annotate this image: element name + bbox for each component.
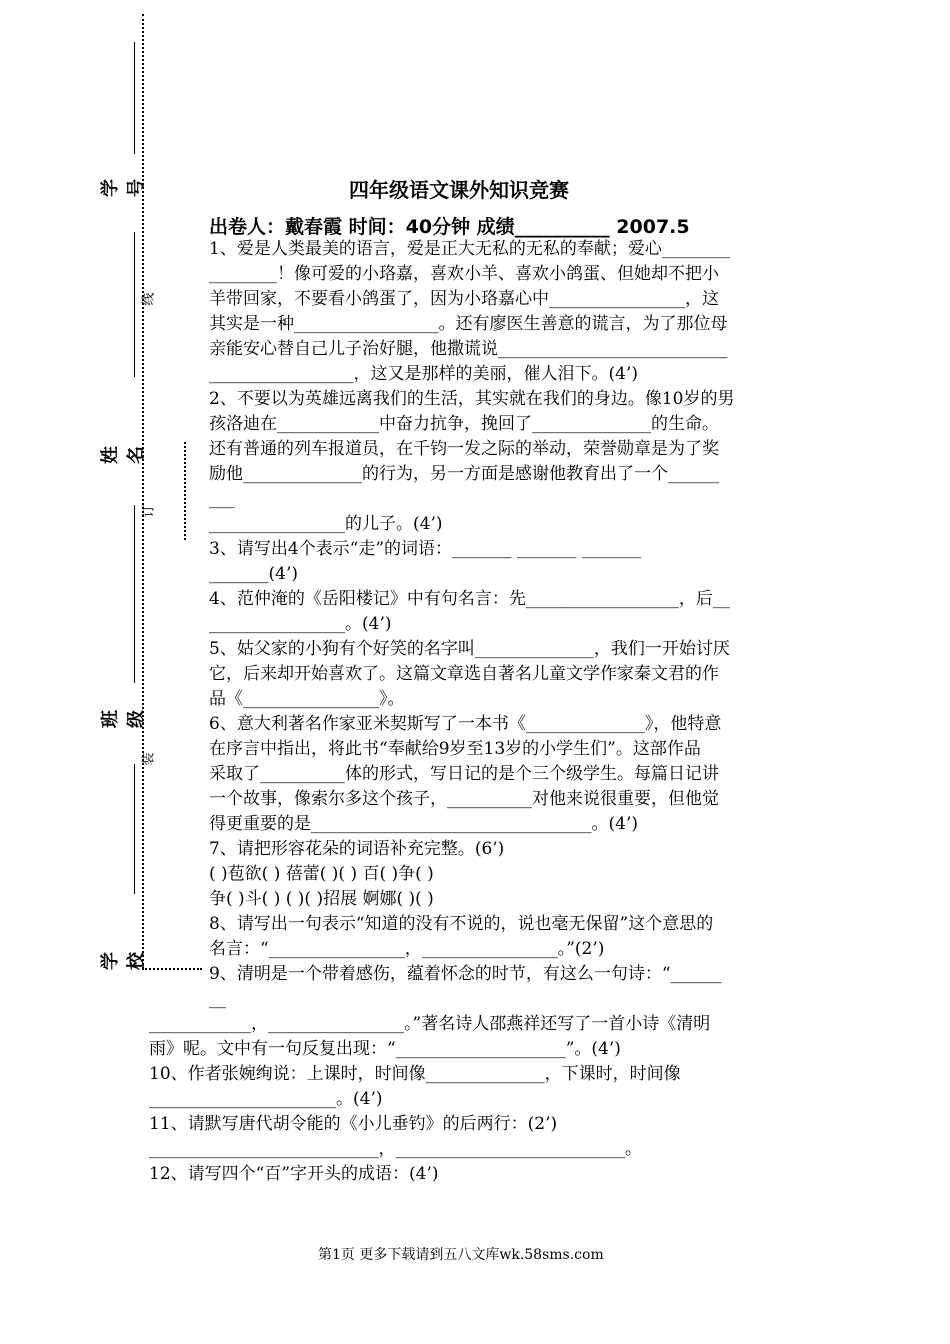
question-line: 一个故事，像索尔多这个孩子，__________对他来说很重要，但他觉 [209, 789, 719, 809]
school-blank [134, 764, 135, 894]
question-line: 在序言中指出，将此书“奉献给9岁至13岁的小学生们”。这部作品 [209, 739, 701, 759]
binding-dotted-line [142, 14, 144, 969]
question-line: 11、请默写唐代胡令能的《小儿垂钓》的后两行：(2’) [149, 1114, 558, 1134]
question-line: 10、作者张婉绚说：上课时，时间像______________，下课时，时间像 [149, 1064, 681, 1084]
question-line: 4、范仲淹的《岳阳楼记》中有句名言：先__________________，后__ [209, 589, 730, 609]
question-line: ________________。(4’) [209, 614, 392, 634]
question-line: 5、姑父家的小狗有个好笑的名字叫______________，我们一开始讨厌 [209, 639, 730, 659]
question-line: 采取了__________体的形式，写日记的是个三个级学生。每篇日记讲 [209, 764, 719, 784]
question-line: _________________，这又是那样的美丽，催人泪下。(4’) [209, 364, 638, 384]
question-line: 还有普通的列车报道员，在千钧一发之际的举动，荣誉勋章是为了奖 [209, 439, 719, 459]
question-line: 1、爱是人类最美的语言，爱是正大无私的无私的奉献；爱心________ [209, 239, 730, 259]
question-line: __ [209, 989, 226, 1009]
question-line: 9、清明是一个带着感伤，蕴着怀念的时节，有这么一句诗：“______ [209, 964, 722, 984]
student-id-label: 学 号 [100, 179, 147, 197]
binding-dotted-short [184, 442, 186, 540]
question-line: ___ [209, 489, 235, 509]
staple-mark: 装 [141, 752, 157, 766]
question-line: 3、请写出4个表示“走”的词语：_______ _______ _______ [209, 539, 642, 559]
question-line: 雨》呢。文中有一句反复出现：“____________________”。(4’) [149, 1039, 621, 1059]
school-label: 学 校 [100, 952, 147, 970]
question-line: 12、请写四个“百”字开头的成语：(4’) [149, 1164, 439, 1184]
question-line: 其实是一种_________________。还有廖医生善意的谎言，为了那位母 [209, 314, 728, 334]
question-line: 8、请写出一句表示“知道的没有不说的，说也毫无保留”这个意思的 [209, 914, 714, 934]
question-line: ___________________________，___________________________。 [149, 1139, 642, 1159]
question-line: 亲能安心替自己儿子治好腿，他撒谎说___________________________ [209, 339, 728, 359]
line-blank-top [134, 232, 135, 377]
question-line: 争( )斗( ) ( )( )招展 婀娜( )( ) [209, 889, 434, 909]
question-line: _______(4’) [209, 564, 298, 584]
student-id-blank [134, 42, 135, 154]
question-line: 羊带回家，不要看小鸽蛋了，因为小珞嘉心中________________，这 [209, 289, 719, 309]
question-line: 6、意大利著名作家亚米契斯写了一本书《______________》，他特意 [209, 714, 722, 734]
page-title: 四年级语文课外知识竞赛 [349, 178, 569, 202]
question-line: 名言：“________________，________________。”(2’) [209, 939, 605, 959]
class-label: 班 级 [100, 710, 147, 728]
class-blank [134, 505, 135, 683]
page-footer: 第1页 更多下载请到五八文库wk.58sms.com [318, 1247, 604, 1263]
exam-info: 出卷人：戴春霞 时间：40分钟 成绩__________ 2007.5 [209, 216, 690, 238]
question-line: ________________的儿子。(4’) [209, 514, 443, 534]
question-line: 它，后来却开始喜欢了。这篇文章选自著名儿童文学作家秦文君的作 [209, 664, 719, 684]
line-mark: 线 [141, 292, 157, 306]
question-line: ____________，________________。”著名诗人邵燕祥还写了一首小诗《清明 [149, 1014, 711, 1034]
bind-mark: 订 [141, 504, 157, 518]
question-line: 孩洛迪在____________中奋力抗争，挽回了______________的生命。 [209, 414, 719, 434]
question-line: 得更重要的是_________________________________。(4’) [209, 814, 638, 834]
name-label: 姓 名 [100, 446, 147, 464]
question-line: 励他______________的行为，另一方面是感谢他教育出了一个______ [209, 464, 719, 484]
question-line: ______________________。(4’) [149, 1089, 383, 1109]
question-line: 品《________________》。 [209, 689, 405, 709]
question-line: 7、请把形容花朵的词语补充完整。(6’) [209, 839, 505, 859]
question-line: 2、不要以为英雄远离我们的生活，其实就在我们的身边。像10岁的男 [209, 389, 735, 409]
question-line: ( )苞欲( ) 蓓蕾( )( ) 百( )争( ) [209, 864, 434, 884]
binding-dotted-foot [142, 968, 202, 970]
question-line: ________！像可爱的小珞嘉，喜欢小羊、喜欢小鸽蛋、但她却不把小 [209, 264, 719, 284]
